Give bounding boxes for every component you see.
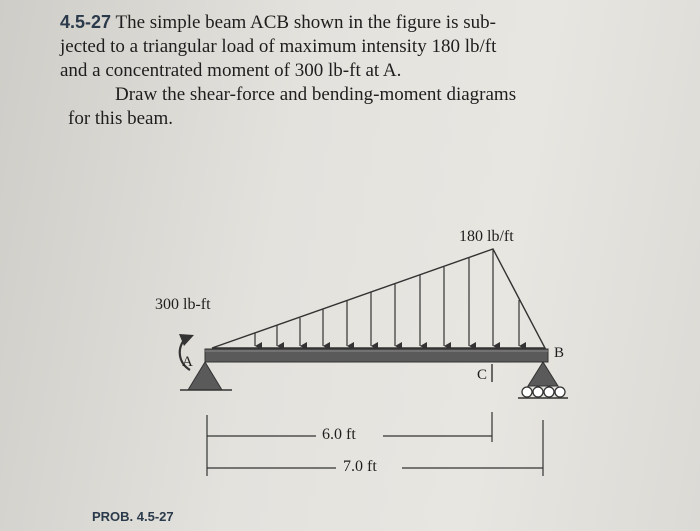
dimension-ac-label: 6.0 ft (322, 426, 356, 443)
problem-line-2: jected to a triangular load of maximum intensity 180 lb/ft (60, 36, 497, 57)
problem-label: PROB. 4.5-27 (92, 509, 174, 524)
load-intensity-label: 180 lb/ft (459, 228, 514, 245)
problem-line-5: for this beam. (68, 108, 174, 129)
problem-line-3: and a concentrated moment of 300 lb-ft at A. (60, 60, 402, 81)
moment-label: 300 lb-ft (155, 296, 211, 313)
triangular-load-outline (212, 249, 545, 348)
problem-number: 4.5-27 (60, 12, 112, 32)
load-arrows (255, 250, 519, 346)
dimension-ab-label: 7.0 ft (343, 458, 377, 475)
problem-line-4: Draw the shear-force and bending-moment diagrams (115, 84, 517, 105)
problem-text-1: The simple beam ACB shown in the figure is sub- (115, 12, 496, 33)
roller-support-b (518, 362, 568, 398)
point-c-label: C (477, 367, 488, 383)
point-b-label: B (554, 345, 565, 361)
point-a-label: A (182, 354, 193, 370)
